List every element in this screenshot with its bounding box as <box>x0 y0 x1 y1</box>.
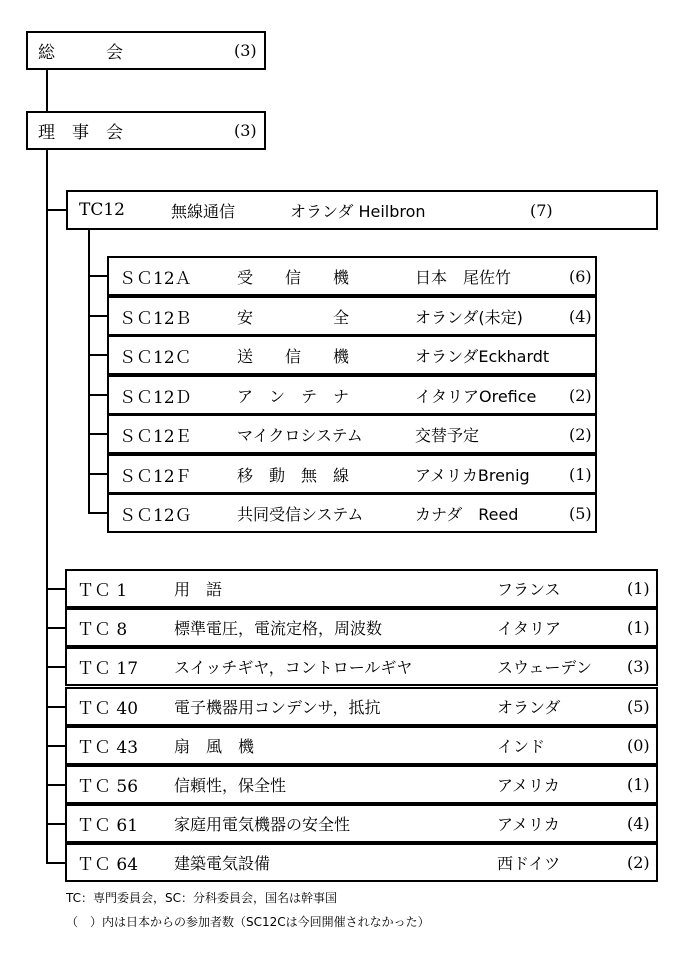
tc-code: ＴＣ 40 <box>77 699 139 719</box>
sc-chair-country: 日本 尾佐竹 <box>415 267 512 287</box>
sc-chair-country: 交替予定 <box>415 425 480 445</box>
subcommittee-row <box>107 335 597 375</box>
tc-branch-line <box>46 706 66 708</box>
tc-row <box>65 843 658 882</box>
tc-row <box>65 765 658 804</box>
tc-chair-country: スウェーデン <box>497 658 593 677</box>
tc-chair-country: アメリカ <box>497 776 560 795</box>
tc-chair-country: インド <box>497 737 546 756</box>
sc-code: ＳＣ12Ｄ <box>119 387 192 408</box>
tc-code: ＴＣ 61 <box>77 816 139 836</box>
tc-row <box>65 687 658 726</box>
subcommittee-row <box>107 296 597 336</box>
sc-chair-country: オランダEckhardt <box>415 346 550 366</box>
tc12-box <box>66 190 658 230</box>
tc-code: ＴＣ 17 <box>77 659 139 679</box>
sc-branch-line <box>88 394 108 396</box>
sc-chair-country: カナダ Reed <box>415 504 519 524</box>
tc-chair-country: オランダ <box>497 698 561 717</box>
sc-count: (1) <box>569 464 592 484</box>
tc-code: ＴＣ 8 <box>77 620 128 640</box>
sc-branch-line <box>88 315 108 317</box>
tc12-title: 無線通信 <box>171 201 236 221</box>
council-label: 理 事 会 <box>38 123 123 143</box>
tc-row <box>65 569 658 608</box>
tc-row <box>65 647 658 686</box>
sc-code: ＳＣ12Ｃ <box>119 347 192 368</box>
tc-code: ＴＣ 43 <box>77 738 139 758</box>
tc-count: (1) <box>627 579 650 598</box>
tc-branch-line <box>46 862 66 864</box>
subcommittee-row <box>107 493 597 533</box>
tc-title: 電子機器用コンデンサ，抵抗 <box>174 698 381 717</box>
tc-code: ＴＣ 1 <box>77 581 128 601</box>
tc-row <box>65 608 658 647</box>
tc-count: (5) <box>627 697 650 716</box>
sc-count: (5) <box>569 503 592 523</box>
footnote-abbreviations: TC：専門委員会，SC：分科委員会，国名は幹事国 <box>66 891 338 905</box>
sc-title: 安 全 <box>237 307 350 327</box>
sc-code: ＳＣ12Ｂ <box>119 308 192 329</box>
tc-title: 建築電気設備 <box>174 854 271 873</box>
sc-title: 移 動 無 線 <box>237 465 350 485</box>
sc-code: ＳＣ12Ｇ <box>119 505 192 526</box>
tc12-code: TC12 <box>79 200 125 220</box>
subcommittee-row <box>107 454 597 494</box>
tc-title: 用 語 <box>174 580 223 599</box>
tc-count: (4) <box>627 814 650 833</box>
sc-title: 共同受信システム <box>237 504 364 524</box>
sc-branch-line <box>88 275 108 277</box>
sc-title: ア ン テ ナ <box>237 386 350 406</box>
tc-branch-line <box>46 666 66 668</box>
sc-title: 送 信 機 <box>237 346 350 366</box>
subcommittee-row <box>107 256 597 296</box>
tc-chair-country: アメリカ <box>497 815 560 834</box>
council-box <box>26 111 266 150</box>
subcommittee-row <box>107 414 597 454</box>
sc-chair-country: アメリカBrenig <box>415 465 530 485</box>
tc-branch-line <box>46 745 66 747</box>
tc-title: 信頼性，保全性 <box>174 776 287 795</box>
tc12-chair-country: オランダ Heilbron <box>290 201 426 221</box>
tc-title: スイッチギヤ，コントロールギヤ <box>174 658 413 677</box>
tc-count: (2) <box>627 853 650 872</box>
tc-chair-country: フランス <box>497 580 561 599</box>
sc-count: (2) <box>569 424 592 444</box>
sc-code: ＳＣ12Ｅ <box>119 426 192 447</box>
sc-branch-line <box>88 512 108 514</box>
tc-code: ＴＣ 56 <box>77 777 139 797</box>
tc-count: (1) <box>627 618 650 637</box>
tc-chair-country: イタリア <box>497 619 562 638</box>
subcommittee-row <box>107 375 597 415</box>
tc-title: 扇 風 機 <box>174 737 255 756</box>
council-count: (3) <box>234 121 257 140</box>
tc-branch-line <box>46 784 66 786</box>
footnote-participants: （ ）内は日本からの参加者数（SC12Cは今回開催されなかった） <box>66 915 430 929</box>
sc-count: (4) <box>569 306 592 326</box>
tc12-count: (7) <box>530 200 553 220</box>
general-assembly-count: (3) <box>234 41 257 60</box>
connector-assembly-council <box>46 70 48 112</box>
tc-title: 標準電圧，電流定格，周波数 <box>174 619 383 638</box>
tc-row <box>65 726 658 765</box>
tc-branch-line <box>46 627 66 629</box>
tc-chair-country: 西ドイツ <box>497 854 561 873</box>
tc-code: ＴＣ 64 <box>77 855 139 875</box>
general-assembly-box <box>26 31 266 70</box>
sc-chair-country: イタリアOrefice <box>415 386 537 406</box>
tc-count: (3) <box>627 657 650 676</box>
branch-tc12 <box>46 209 66 211</box>
sc-code: ＳＣ12Ｆ <box>119 466 192 487</box>
general-assembly-label: 総 会 <box>38 43 123 63</box>
sc-trunk-line <box>88 229 90 513</box>
tc-branch-line <box>46 588 66 590</box>
sc-title: 受 信 機 <box>237 267 350 287</box>
trunk-line <box>46 150 48 863</box>
tc-row <box>65 804 658 843</box>
sc-count: (6) <box>569 266 592 286</box>
tc-branch-line <box>46 823 66 825</box>
sc-branch-line <box>88 433 108 435</box>
tc-count: (0) <box>627 736 650 755</box>
sc-code: ＳＣ12Ａ <box>119 268 192 289</box>
sc-title: マイクロシステム <box>237 425 363 445</box>
sc-count: (2) <box>569 385 592 405</box>
sc-branch-line <box>88 354 108 356</box>
tc-count: (1) <box>627 775 650 794</box>
tc-title: 家庭用電気機器の安全性 <box>174 815 351 834</box>
sc-branch-line <box>88 473 108 475</box>
sc-chair-country: オランダ(未定) <box>415 307 523 327</box>
